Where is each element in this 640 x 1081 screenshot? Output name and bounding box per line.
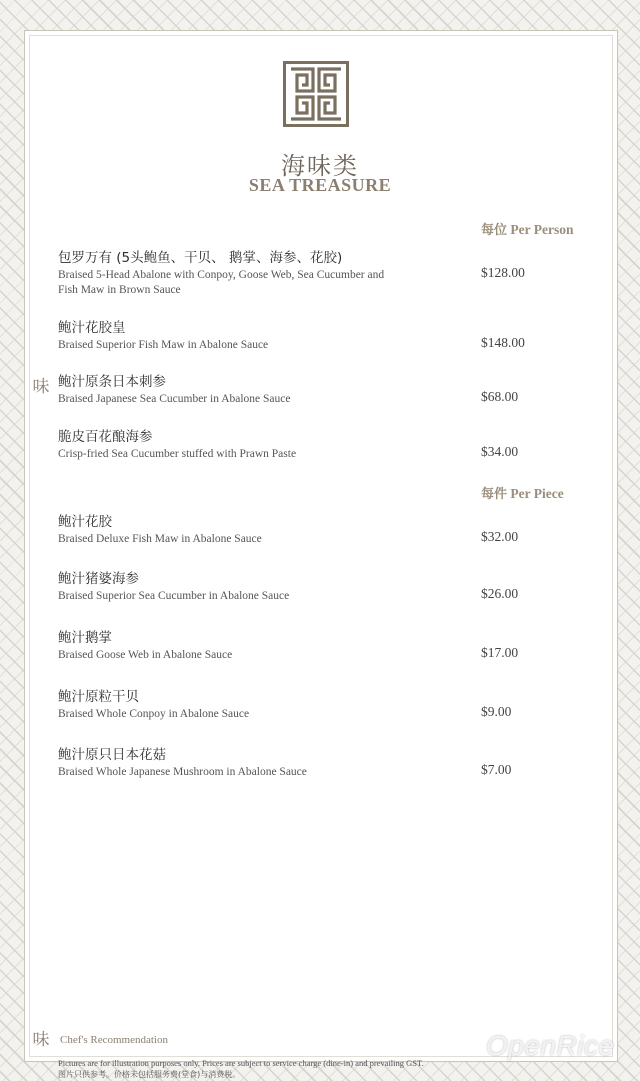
dish-name-cn: 鲍汁鹅掌: [58, 630, 112, 646]
greek-key-emblem-icon: [283, 61, 349, 127]
dish-name-cn: 鲍汁猪婆海参: [58, 571, 139, 587]
chef-recommendation-legend-mark: 味: [32, 1030, 50, 1050]
disclaimer-cn: 图片只供参考。价格未包括服务费(堂食)与消费税。: [58, 1070, 241, 1079]
menu-item: [58, 514, 468, 547]
menu-item: [58, 374, 468, 407]
menu-item: [58, 747, 468, 780]
per-person-header: [481, 219, 574, 238]
chef-recommendation-label: Chef's Recommendation: [60, 1034, 168, 1046]
dish-name-en: Braised Whole Conpoy in Abalone Sauce: [58, 708, 250, 720]
menu-item: [58, 630, 468, 663]
dish-name-en: Braised Superior Sea Cucumber in Abalone Sauce: [58, 590, 290, 602]
menu-item: [58, 250, 468, 298]
dish-price: $128.00: [481, 265, 525, 280]
per-piece-en: Per Piece: [510, 486, 564, 501]
dish-price: $148.00: [481, 335, 525, 350]
menu-item: [58, 689, 468, 722]
dish-name-en: Crisp-fried Sea Cucumber stuffed with Prawn Paste: [58, 448, 297, 460]
menu-item: [58, 320, 468, 353]
per-person-en: Per Person: [510, 222, 574, 237]
dish-price: $32.00: [481, 529, 519, 544]
dish-name-cn: 鲍汁花胶: [58, 514, 112, 530]
dish-name-cn: 鲍汁原只日本花菇: [58, 747, 166, 763]
dish-name-en: Braised Goose Web in Abalone Sauce: [58, 649, 233, 661]
menu-item: [58, 429, 468, 462]
openrice-watermark: OpenRice: [486, 1030, 615, 1061]
section-title-en: SEA TREASURE: [248, 175, 392, 195]
dish-name-en: Braised Superior Fish Maw in Abalone Sauce: [58, 339, 269, 351]
dish-price: $17.00: [481, 645, 519, 660]
section-title-cn: 海味类: [281, 152, 359, 180]
dish-price: $34.00: [481, 444, 519, 459]
menu-item: [58, 571, 468, 604]
dish-price: $9.00: [481, 704, 512, 719]
disclaimer-en: Pictures are for illustration purposes only. Prices are subject to service charge (dine-in) and prevailing GST.: [58, 1058, 424, 1068]
dish-name-cn: 鲍汁花胶皇: [58, 320, 126, 336]
dish-name-en: Braised 5-Head Abalone with Conpoy, Goose Web, Sea Cucumber and Fish Maw in Brown Sauce: [58, 269, 385, 296]
dish-price: $7.00: [481, 762, 512, 777]
dish-name-cn: 鲍汁原条日本刺参: [58, 374, 166, 390]
dish-price: $68.00: [481, 389, 519, 404]
dish-name-cn: 鲍汁原粒干贝: [58, 689, 139, 705]
dish-name-en: Braised Japanese Sea Cucumber in Abalone Sauce: [58, 393, 291, 405]
per-piece-header: [481, 483, 564, 502]
dish-name-en: Braised Deluxe Fish Maw in Abalone Sauce: [58, 533, 262, 545]
dish-name-cn: 脆皮百花酿海参: [58, 429, 153, 445]
dish-name-cn: 包罗万有 (5头鲍鱼、干贝、 鹅掌、海参、花胶): [58, 250, 343, 266]
dish-price: $26.00: [481, 586, 519, 601]
per-piece-cn: 每件: [481, 487, 508, 502]
per-person-cn: 每位: [481, 223, 508, 238]
chef-recommendation-mark: 味: [32, 377, 50, 397]
dish-name-en: Braised Whole Japanese Mushroom in Abalone Sauce: [58, 766, 307, 778]
